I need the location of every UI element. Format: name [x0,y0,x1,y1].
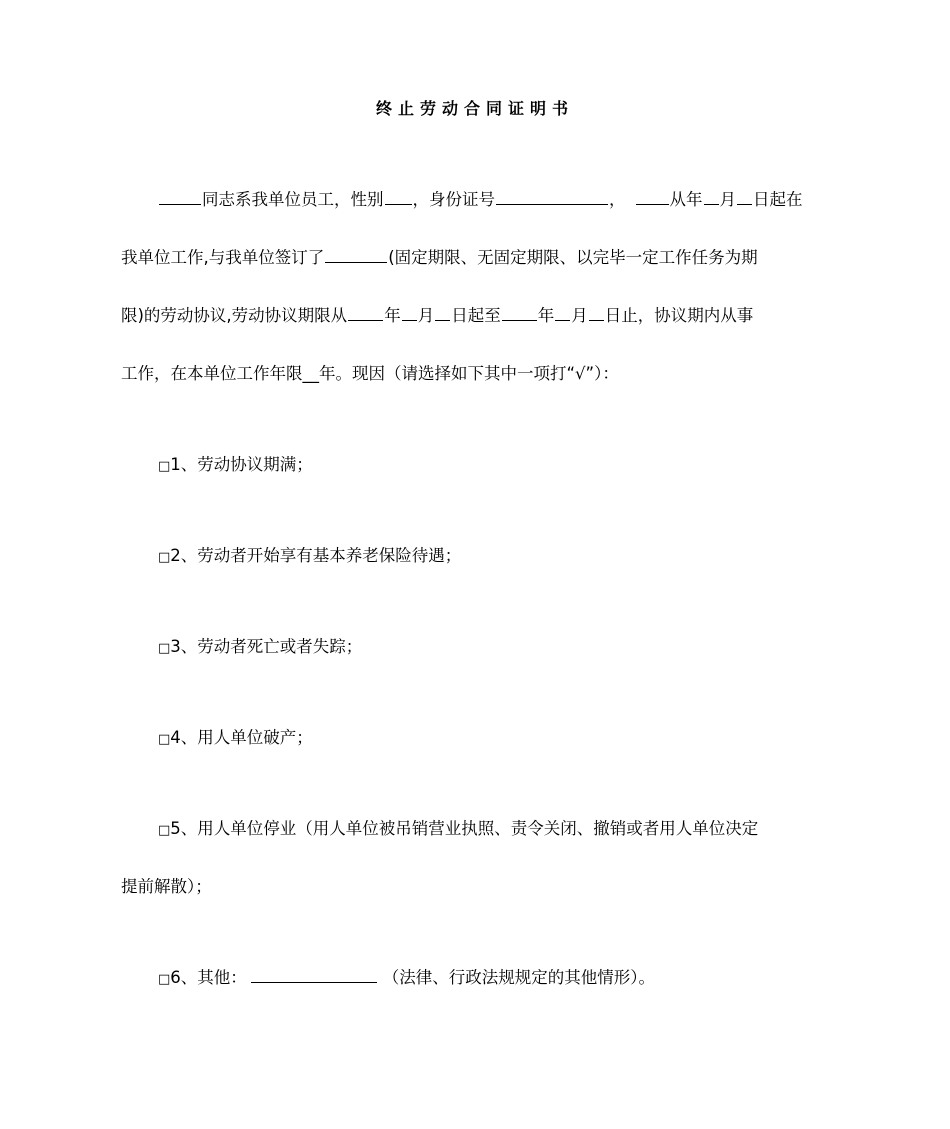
intro-text: (固定期限、无固定期限、以完毕一定工作任务为期 [388,248,758,267]
end-year-blank [502,319,537,321]
name-blank [159,203,201,205]
option-4 [158,726,313,752]
option-1 [158,453,313,479]
intro-text: ， [609,190,626,209]
intro-line-3 [121,302,753,330]
intro-text: 年 [384,306,401,325]
intro-text: 工作，在本单位工作年限__年。现因（请选择如下其中一项打“√”）： [121,364,619,383]
document-title: 终止劳动合同证明书 [375,99,574,118]
option-6 [158,966,655,992]
intro-text: 日起在 [753,190,803,209]
intro-text: 日止，协议期内从事 [604,306,754,325]
intro-text: 同志系我单位员工，性别 [202,190,384,209]
gender-blank [385,203,412,205]
end-day-blank [589,319,604,321]
intro-text: 日起至 [451,306,501,325]
checkbox-icon[interactable]: □ [158,550,171,565]
option-3 [158,635,362,661]
checkbox-icon[interactable]: □ [158,459,171,474]
intro-line-2 [121,244,758,272]
start-month-blank [402,319,417,321]
day-blank [737,203,752,205]
intro-line-4 [121,360,619,388]
start-year-blank [348,319,383,321]
option-label: 5、用人单位停业（用人单位被吊销营业执照、责令关闭、撤销或者用人单位决定 [170,819,759,838]
start-day-blank [435,319,450,321]
id-number-blank [496,203,608,205]
contract-type-blank [325,261,387,263]
intro-text: ，身份证号 [412,190,495,209]
option-label: 4、用人单位破产； [170,728,313,747]
option-label: 3、劳动者死亡或者失踪； [170,637,363,656]
option-5-continuation [121,875,212,899]
option-label: （法律、行政法规规定的其他情形）。 [382,968,656,987]
intro-text: 从年 [669,190,703,209]
option-label: 提前解散）； [121,877,212,896]
intro-text: 月 [571,306,588,325]
intro-text: 我单位工作,与我单位签订了 [121,248,325,267]
intro-text: 限)的劳动协议,劳动协议期限从 [121,306,348,325]
option-5 [158,817,758,843]
month-blank [704,203,719,205]
other-reason-blank[interactable] [251,981,377,983]
checkbox-icon[interactable]: □ [158,732,171,747]
year-blank [636,203,669,205]
checkbox-icon[interactable]: □ [158,972,171,987]
intro-text: 年 [537,306,555,325]
option-label: 6、其他： [170,968,247,987]
checkbox-icon[interactable]: □ [158,823,171,838]
intro-line-1 [158,186,803,214]
end-month-blank [555,319,570,321]
checkbox-icon[interactable]: □ [158,641,171,656]
option-2 [158,544,461,570]
intro-text: 月 [719,190,736,209]
intro-text: 月 [417,306,435,325]
option-label: 1、劳动协议期满； [170,455,313,474]
option-label: 2、劳动者开始享有基本养老保险待遇； [170,546,462,565]
